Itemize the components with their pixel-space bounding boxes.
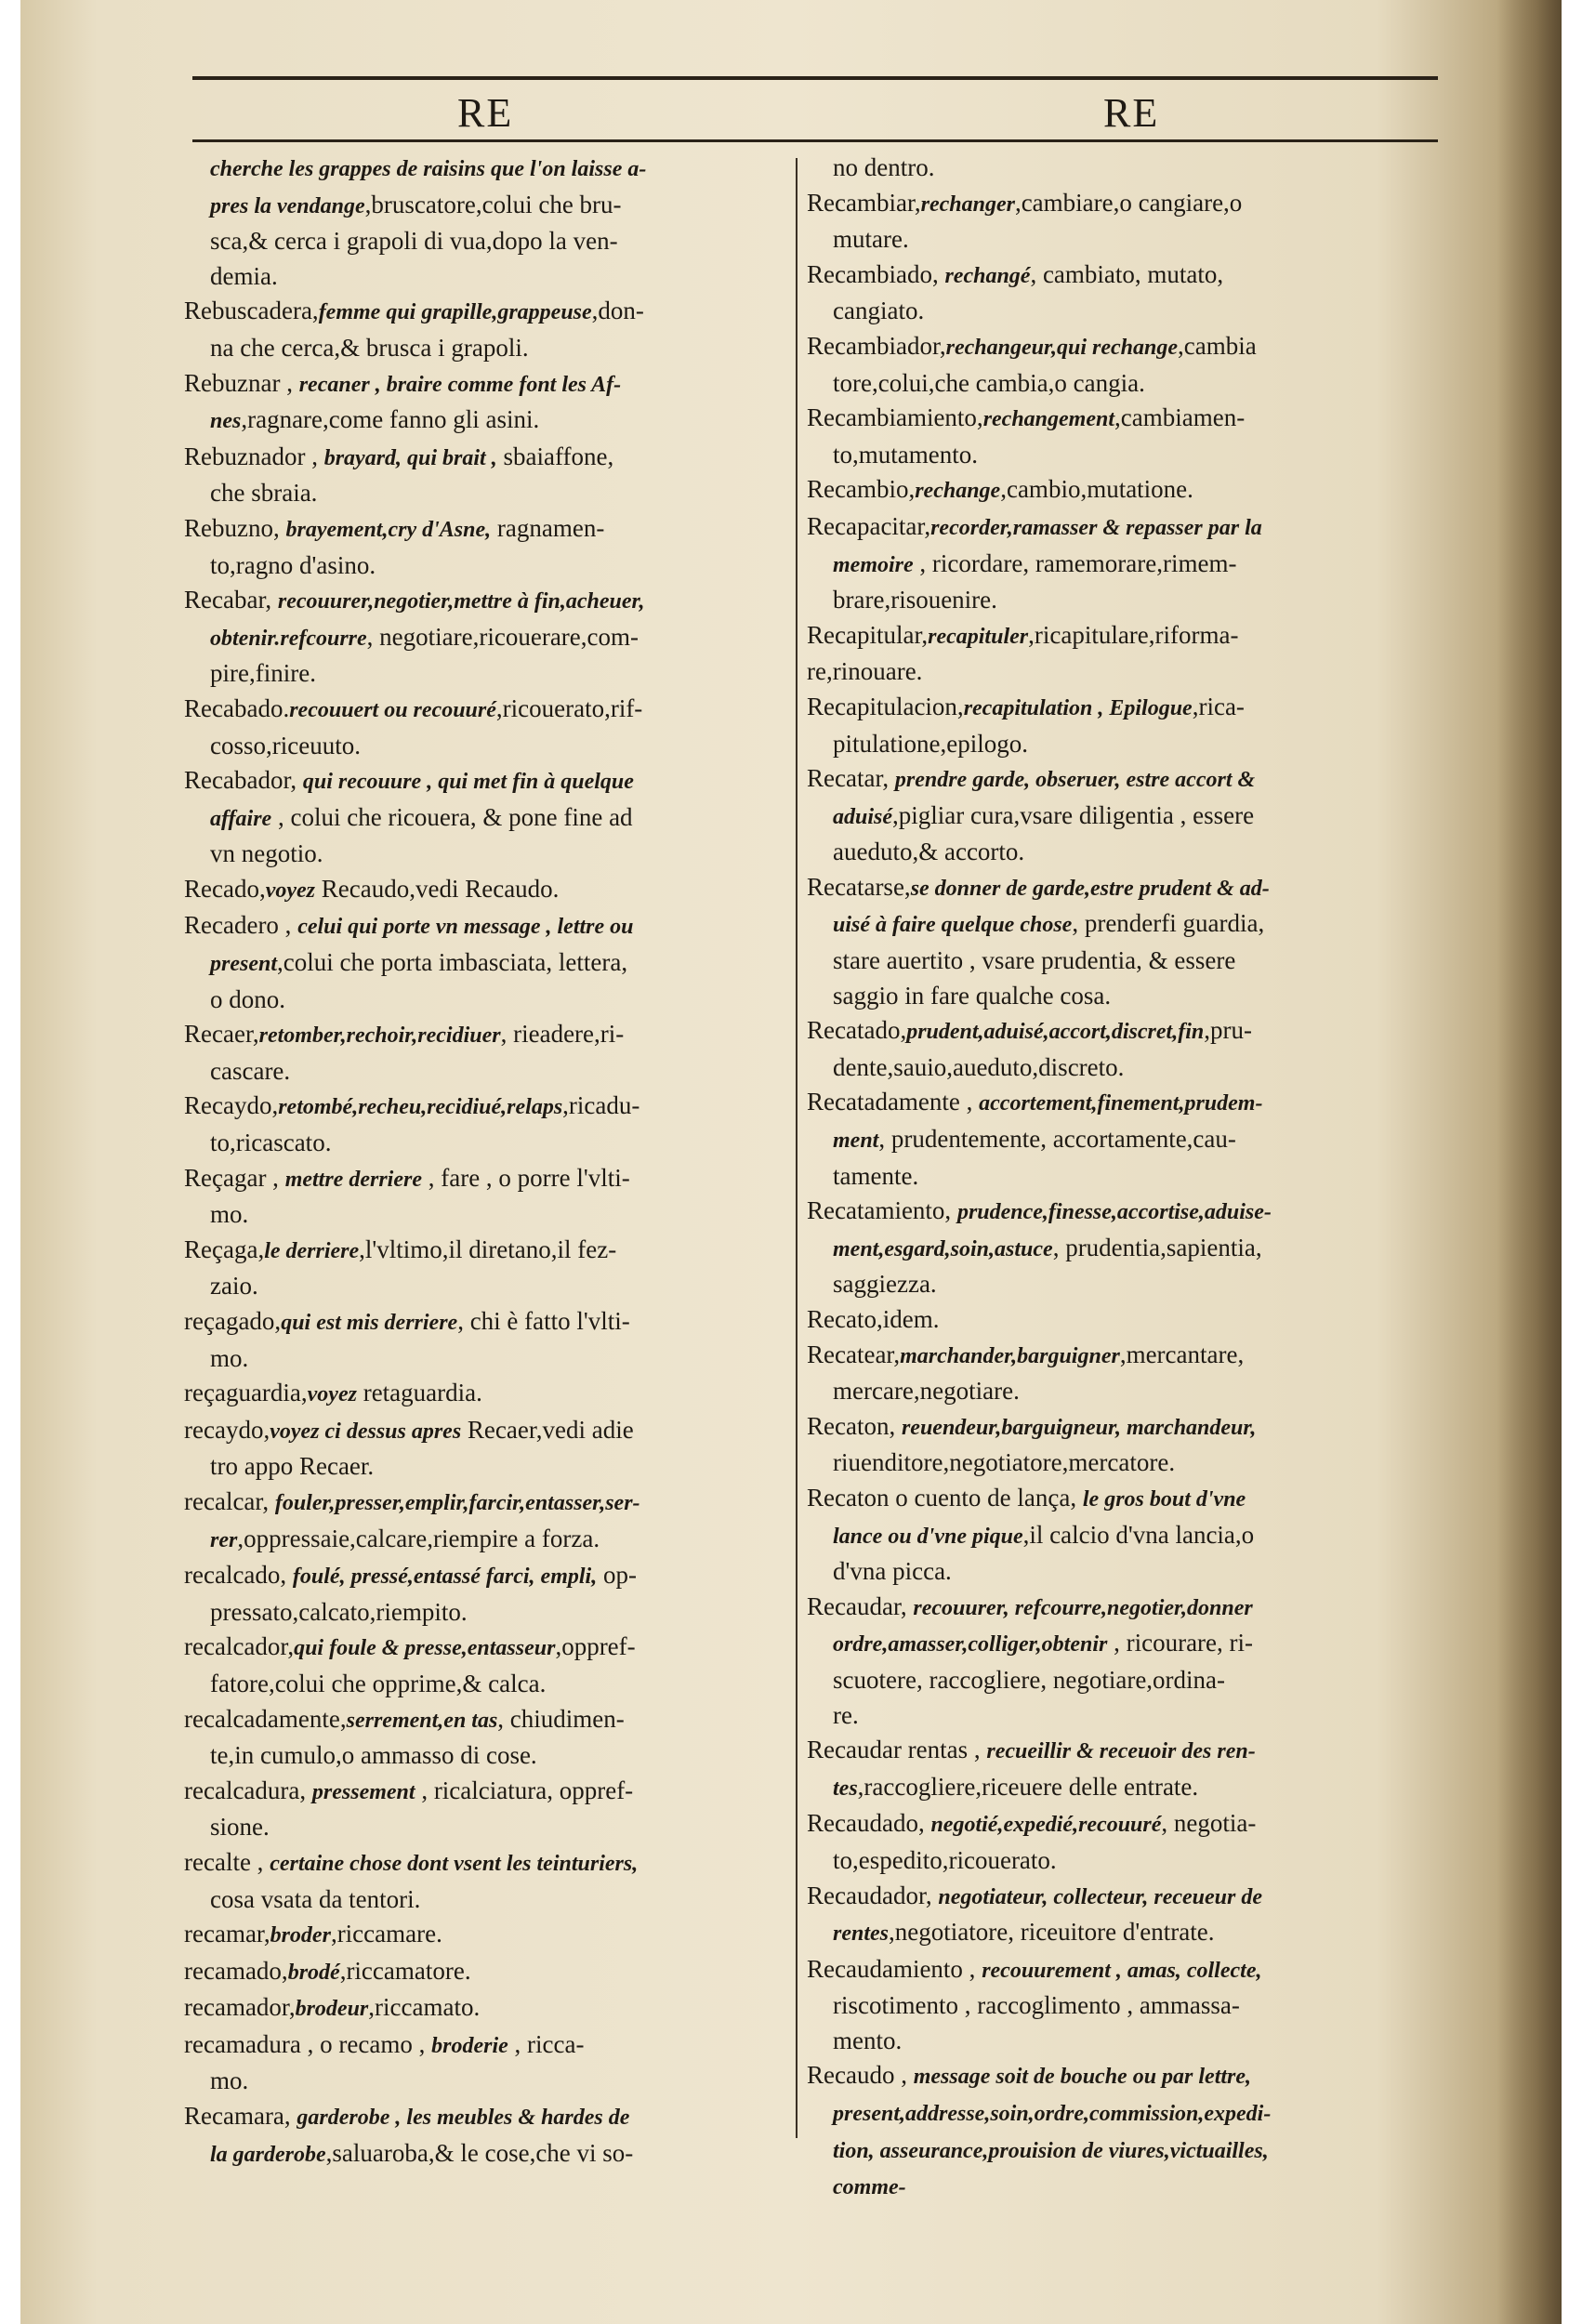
dictionary-line: Recapacitar,recorder,ramasser & repasser par la: [807, 511, 1262, 540]
dictionary-line: pressato,calcato,riempito.: [210, 1597, 468, 1626]
dictionary-line: recalcador,qui foule & presse,entasseur,oppref-: [184, 1632, 636, 1661]
dictionary-line: re,rinouare.: [807, 657, 923, 686]
dictionary-line: Recaton, reuendeur,barguigneur, marchandeur,: [807, 1411, 1257, 1440]
dictionary-line: no dentro.: [833, 153, 935, 181]
dictionary-line: zaio.: [210, 1272, 258, 1301]
dictionary-line: pitulatione,epilogo.: [833, 729, 1028, 758]
dictionary-line: to,ricascato.: [210, 1129, 332, 1157]
dictionary-line: Rebuznar , recaner , braire comme font les Af-: [184, 368, 622, 397]
dictionary-line: Recapitulacion,recapitulation , Epilogue,rica-: [807, 692, 1245, 720]
dictionary-line: Recamara, garderobe , les meubles & hardes de: [184, 2102, 630, 2131]
dictionary-line: riuenditore,negotiatore,mercatore.: [833, 1448, 1176, 1477]
dictionary-line: reçaguardia,voyez retaguardia.: [184, 1379, 482, 1407]
dictionary-line: dente,sauio,aueduto,discreto.: [833, 1052, 1125, 1081]
dictionary-line: recalcado, foulé, pressé,entassé farci, empli, op-: [184, 1561, 637, 1590]
dictionary-line: recamar,broder,riccamare.: [184, 1920, 442, 1948]
dictionary-line: sca,& cerca i grapoli di vua,dopo la ven-: [210, 227, 618, 256]
dictionary-line: to,ragno d'asino.: [210, 550, 376, 579]
dictionary-line: Recaydo,retombé,recheu,recidiué,relaps,ricadu-: [184, 1091, 640, 1120]
dictionary-line: to,espedito,ricouerato.: [833, 1845, 1057, 1874]
dictionary-line: Recado,voyez Recaudo,vedi Recaudo.: [184, 874, 560, 903]
dictionary-line: vn negotio.: [210, 839, 323, 868]
dictionary-line: tamente.: [833, 1161, 919, 1190]
running-head-left: RE: [457, 90, 514, 136]
dictionary-line: na che cerca,& brusca i grapoli.: [210, 333, 529, 362]
dictionary-line: Recaudar rentas , recueillir & receuoir des ren-: [807, 1736, 1256, 1764]
dictionary-line: la garderobe,saluaroba,& le cose,che vi so-: [210, 2138, 634, 2167]
dictionary-line: comme-: [833, 2175, 906, 2200]
dictionary-line: affaire , colui che ricouera, & pone fine ad: [210, 802, 633, 831]
dictionary-line: ordre,amasser,colliger,obtenir , ricourare, ri-: [833, 1629, 1254, 1657]
dictionary-line: o dono.: [210, 984, 285, 1013]
dictionary-line: reçagado,qui est mis derriere, chi è fatto l'vlti-: [184, 1307, 630, 1335]
dictionary-line: che sbraia.: [210, 479, 318, 508]
dictionary-line: cangiato.: [833, 297, 925, 325]
dictionary-line: pres la vendange,bruscatore,colui che bru-: [210, 190, 622, 218]
dictionary-line: Reçagar , mettre derriere , fare , o porre l'vlti-: [184, 1163, 630, 1192]
dictionary-line: ment, prudentemente, accortamente,cau-: [833, 1125, 1236, 1154]
dictionary-line: memoire , ricordare, ramemorare,rimem-: [833, 548, 1237, 577]
header-rule: [192, 139, 1438, 142]
dictionary-line: stare auertito , vsare prudentia, & essere: [833, 946, 1236, 975]
dictionary-line: fatore,colui che opprime,& calca.: [210, 1669, 547, 1697]
left-column: [184, 151, 784, 2172]
dictionary-line: mo.: [210, 1343, 249, 1372]
dictionary-line: Recaer,retomber,rechoir,recidiuer, rieadere,ri-: [184, 1020, 625, 1049]
dictionary-line: Reçaga,le derriere,l'vltimo,il diretano,il fez-: [184, 1235, 617, 1263]
dictionary-line: mutare.: [833, 225, 909, 254]
dictionary-line: Rebuznador , brayard, qui brait , sbaiaffone,: [184, 442, 614, 470]
dictionary-line: saggio in fare qualche cosa.: [833, 981, 1112, 1010]
dictionary-line: present,addresse,soin,ordre,commission,expedi-: [833, 2102, 1272, 2127]
dictionary-line: Recaudo , message soit de bouche ou par lettre,: [807, 2061, 1252, 2090]
dictionary-line: d'vna picca.: [833, 1557, 952, 1586]
column-divider: [796, 158, 798, 2138]
dictionary-line: mercare,negotiare.: [833, 1377, 1020, 1406]
dictionary-line: Recambiar,rechanger,cambiare,o cangiare,o: [807, 188, 1243, 217]
dictionary-line: aueduto,& accorto.: [833, 838, 1025, 866]
dictionary-line: recamadura , o recamo , broderie , ricca-: [184, 2029, 585, 2058]
dictionary-line: Recatadamente , accortement,finement,prudem-: [807, 1088, 1263, 1116]
dictionary-line: Recapitular,recapituler,ricapitulare,riforma-: [807, 620, 1239, 649]
dictionary-line: sione.: [210, 1813, 270, 1842]
dictionary-line: scuotere, raccogliere, negotiare,ordina-: [833, 1665, 1226, 1694]
dictionary-line: ment,esgard,soin,astuce, prudentia,sapientia,: [833, 1233, 1262, 1261]
dictionary-line: recamado,brodé,riccamatore.: [184, 1956, 471, 1985]
dictionary-line: cherche les grappes de raisins que l'on laisse a-: [210, 157, 647, 181]
dictionary-line: Rebuscadera,femme qui grapille,grappeuse,don-: [184, 297, 644, 325]
dictionary-line: cosso,riceuuto.: [210, 731, 361, 759]
dictionary-line: recalcadura, pressement , ricalciatura, oppref-: [184, 1776, 634, 1804]
dictionary-line: Recatarse,se donner de garde,estre prudent & ad-: [807, 872, 1270, 901]
dictionary-line: recalcadamente,serrement,en tas, chiudimen-: [184, 1704, 625, 1733]
dictionary-line: rer,oppressaie,calcare,riempire a forza.: [210, 1524, 600, 1552]
dictionary-line: cosa vsata da tentori.: [210, 1884, 421, 1913]
dictionary-line: brare,risouenire.: [833, 586, 997, 614]
dictionary-line: Recambiador,rechangeur,qui rechange,cambia: [807, 331, 1257, 360]
dictionary-line: to,mutamento.: [833, 440, 978, 469]
dictionary-line: lance ou d'vne pique,il calcio d'vna lancia,o: [833, 1520, 1255, 1549]
dictionary-line: Recambiamiento,rechangement,cambiamen-: [807, 403, 1246, 432]
dictionary-line: tes,raccogliere,riceuere delle entrate.: [833, 1772, 1199, 1801]
dictionary-line: recamador,brodeur,riccamato.: [184, 1993, 481, 2022]
dictionary-line: Recaudar, recouurer, refcourre,negotier,donner: [807, 1591, 1253, 1620]
dictionary-line: nes,ragnare,come fanno gli asini.: [210, 405, 540, 434]
dictionary-line: saggiezza.: [833, 1270, 937, 1299]
dictionary-line: Recatar, prendre garde, obseruer, estre accort &: [807, 764, 1256, 793]
dictionary-line: tro appo Recaer.: [210, 1452, 375, 1481]
dictionary-line: mo.: [210, 1200, 249, 1229]
dictionary-line: Recadero , celui qui porte vn message , lettre ou: [184, 911, 634, 940]
dictionary-line: present,colui che porta imbasciata, lettera,: [210, 948, 628, 977]
running-head-right: RE: [1103, 90, 1160, 136]
dictionary-line: riscotimento , raccoglimento , ammassa-: [833, 1991, 1240, 2020]
dictionary-line: Recaudador, negotiateur, collecteur, receueur de: [807, 1881, 1262, 1909]
dictionary-line: cascare.: [210, 1056, 291, 1085]
dictionary-line: Recatear,marchander,barguigner,mercantare,: [807, 1340, 1245, 1368]
dictionary-line: Recabador, qui recouure , qui met fin à quelque: [184, 766, 634, 795]
dictionary-line: recalte , certaine chose dont vsent les teinturiers,: [184, 1847, 639, 1876]
dictionary-line: te,in cumulo,o ammasso di cose.: [210, 1741, 537, 1770]
dictionary-line: tion, asseurance,prouision de viures,victuailles,: [833, 2138, 1269, 2163]
dictionary-line: demia.: [210, 261, 278, 290]
dictionary-line: mento.: [833, 2026, 903, 2054]
dictionary-line: Recambio,rechange,cambio,mutatione.: [807, 475, 1193, 504]
dictionary-line: Recabar, recouurer,negotier,mettre à fin,acheuer,: [184, 586, 645, 614]
dictionary-line: Recabado.recouuert ou recouuré,ricouerato,rif-: [184, 693, 643, 722]
dictionary-line: Recaton o cuento de lança, le gros bout d'vne: [807, 1483, 1246, 1512]
dictionary-line: Rebuzno, brayement,cry d'Asne, ragnamen-: [184, 513, 605, 542]
book-page: [20, 0, 1562, 2324]
dictionary-line: uisé à faire quelque chose, prenderfi guardia,: [833, 909, 1265, 938]
dictionary-line: Recatado,prudent,aduisé,accort,discret,fin,pru-: [807, 1016, 1252, 1045]
dictionary-line: pire,finire.: [210, 659, 316, 688]
dictionary-line: Recato,idem.: [807, 1305, 940, 1333]
dictionary-line: recalcar, fouler,presser,emplir,farcir,entasser,ser-: [184, 1486, 640, 1515]
dictionary-line: Recaudado, negotié,expedié,recouuré, negotia-: [807, 1809, 1257, 1838]
right-column: [807, 151, 1420, 2206]
dictionary-line: Recaudamiento , recouurement , amas, collecte,: [807, 1954, 1262, 1983]
dictionary-line: Recambiado, rechangé, cambiato, mutato,: [807, 259, 1224, 288]
dictionary-line: obtenir.refcourre, negotiare,ricouerare,com-: [210, 622, 639, 651]
dictionary-line: tore,colui,che cambia,o cangia.: [833, 368, 1145, 397]
dictionary-line: re.: [833, 1700, 859, 1729]
top-rule: [192, 76, 1438, 80]
dictionary-line: mo.: [210, 2067, 249, 2095]
dictionary-line: Recatamiento, prudence,finesse,accortise,aduise-: [807, 1196, 1272, 1225]
dictionary-line: recaydo,voyez ci dessus apres Recaer,vedi adie: [184, 1415, 634, 1444]
dictionary-line: rentes,negotiatore, riceuitore d'entrate.: [833, 1918, 1215, 1947]
dictionary-line: aduisé,pigliar cura,vsare diligentia , essere: [833, 800, 1255, 829]
page-edge-shadow: [1496, 0, 1562, 2324]
